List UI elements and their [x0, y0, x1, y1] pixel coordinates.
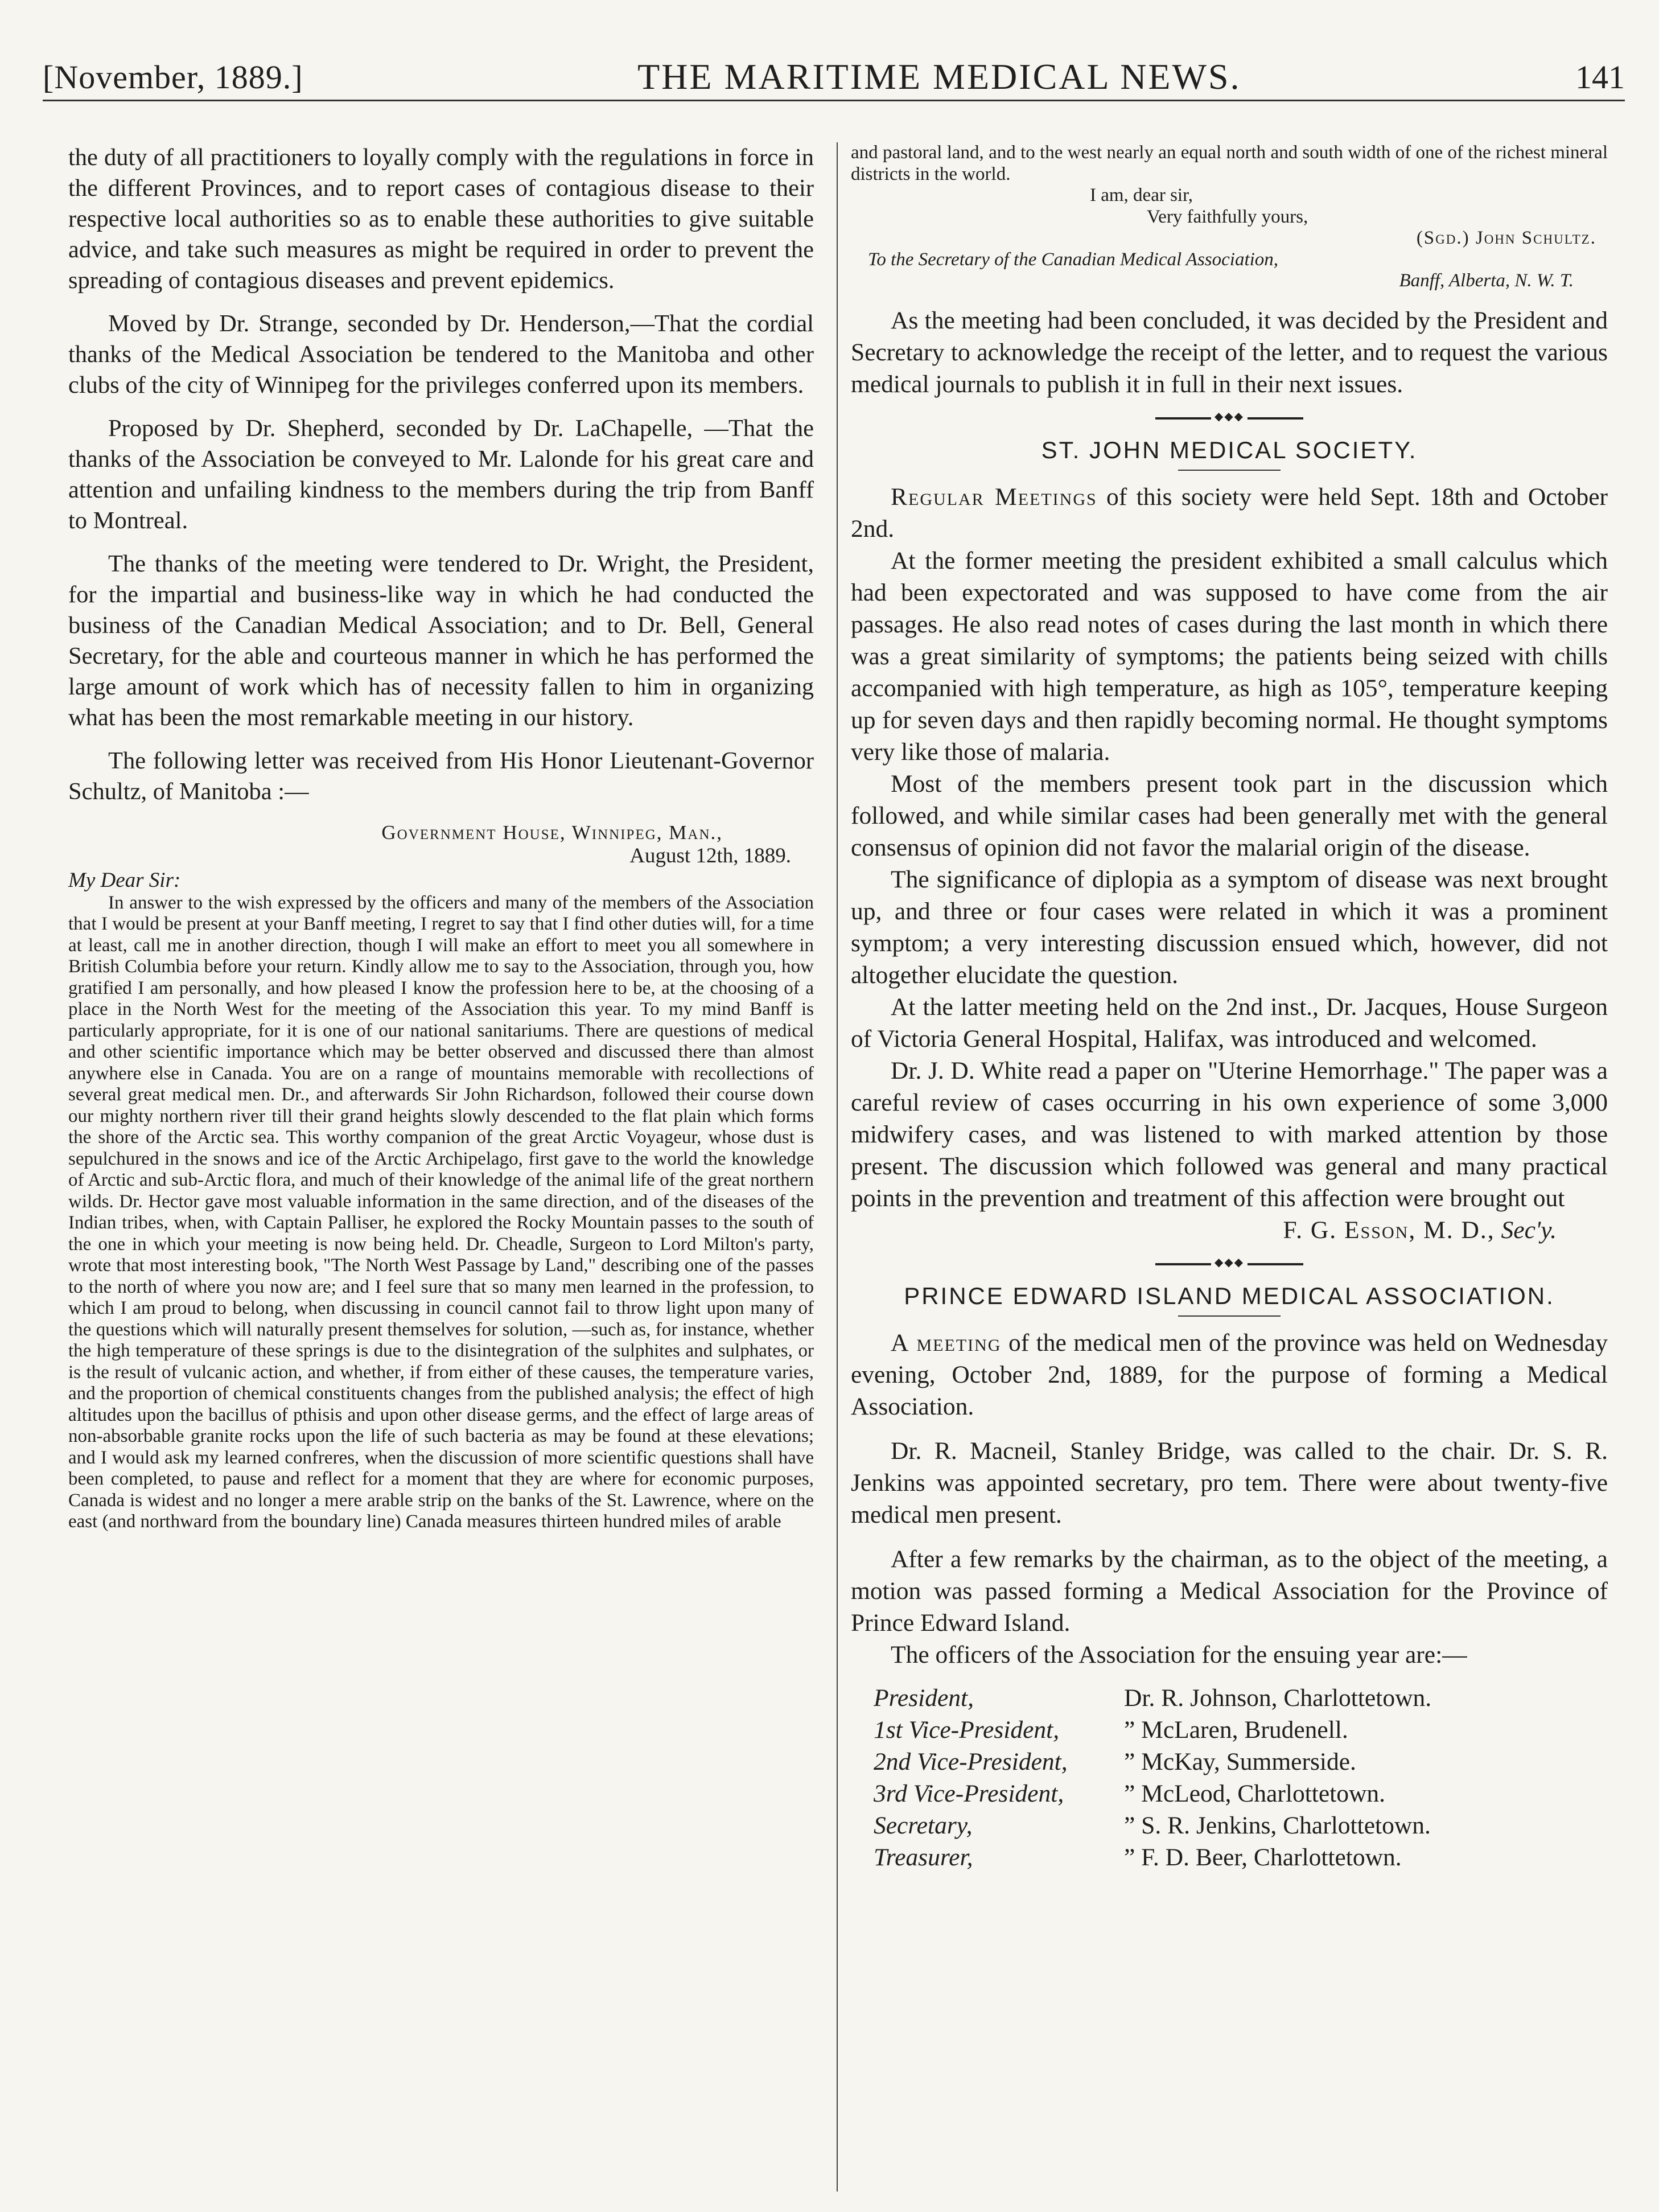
heading-rule: [1178, 470, 1281, 471]
officer-name: ” F. D. Beer, Charlottetown.: [1124, 1843, 1402, 1871]
officer-name: ” McLeod, Charlottetown.: [1124, 1779, 1386, 1807]
letter-body: In answer to the wish expressed by the officers and many of the members of the Association that I would be present at your Banff meeting, I regret to say that I find other duties will, for a time at least, call me in another direction, though I will make an effort to meet you all somewhere in British Columbia before your return. Kindly allow me to say to the Association, through you, how gratified I am personally, and how pleased I know the profession here to be, at the choosing of a place in the North West for the meeting of the Association this year. To my mind Banff is particularly appropriate, for it is one of our national sanitariums. There are questions of medical and other scientific importance which may be better observed and discussed there than almost anywhere else in Canada. You are on a range of mountains memorable with recollections of several great medical men. Dr., and afterwards Sir John Richardson, followed their course down our mighty northern river till their grand heights slowly descended to the flat plain which forms the shore of the Arctic sea. This worthy companion of the great Arctic Voyageur, whose dust is sepulchured in the snows and ice of the Arctic Archipelago, first gave to the world the knowledge of Arctic and sub-Arctic flora, and much of their knowledge of the animal life of the great northern wilds. Dr. Hector gave most valuable information in the same direction, and of the diseases of the Indian tribes, when, with Captain Palliser, he explored the Rocky Mountain passes to the south of the one in which your meeting is now being held. Dr. Cheadle, Surgeon to Lord Milton's party, wrote that most interesting book, "The North West Passage by Land," describing one of the passes to the north of where you now are; and I feel sure that so many men learned in the profession, to which I am proud to belong, when discussing in council cannot fail to throw light upon many of the questions which will naturally present themselves for solution, —such as, for instance, whether the high temperature of these springs is due to the disintegration of the sulphites and sulphates, or is the result of vulcanic action, and whether, if from either of these causes, the temperature varies, and the proportion of chemical constituents changes from the published analysis; the effect of high altitudes upon the bacillus of pthisis and upon other disease germs, and the effect of large areas of non-absorbable granite rocks upon the life of such bacteria as may be found at these elevations; and I would ask my learned confreres, when the discussion of more scientific questions shall have been completed, to pause and reflect for a moment that they are where for economic purposes, Canada is widest and no longer a mere arable strip on the banks of the St. Lawrence, where on the east (and northward from the boundary line) Canada measures thirteen hundred miles of arable: [68, 892, 814, 1532]
officer-name: Dr. R. Johnson, Charlottetown.: [1124, 1684, 1432, 1712]
lead-in: A meeting: [891, 1329, 1002, 1356]
letter-date: August 12th, 1889.: [629, 844, 791, 867]
letter-address: Banff, Alberta, N. W. T.: [1399, 270, 1574, 291]
paragraph: Dr. J. D. White read a paper on "Uterine Hemorrhage." The paper was a careful review of cases occurring in his own experience of some 3,000 midwifery cases, and was listened to with marked attention by those present. The discussion which followed was general and many practical points in the prevention and treatment of this affection were brought out: [851, 1056, 1608, 1212]
paragraph-text: of this society were held Sept. 18th and October 2nd.: [851, 483, 1608, 542]
paragraph: The following letter was received from His Honor Lieutenant-Governor Schultz, of Manitoba :—: [68, 747, 814, 805]
officer-row: [851, 1778, 1608, 1810]
salutation: My Dear Sir:: [68, 868, 181, 892]
paragraph: At the latter meeting held on the 2nd inst., Dr. Jacques, House Surgeon of Victoria General Hospital, Halifax, was introduced and welcomed.: [851, 993, 1608, 1052]
officers-list: [851, 1682, 1608, 1873]
closing-line: I am, dear sir,: [1090, 185, 1193, 205]
paragraph: The significance of diplopia as a symptom of disease was next brought up, and three or four cases were related in which it was a prominent symptom; a very interesting discussion ensued which, however, did not altogether elucidate the question.: [851, 865, 1608, 989]
officer-role: President,: [874, 1684, 974, 1712]
paragraph: As the meeting had been concluded, it was decided by the President and Secretary to acknowledge the receipt of the letter, and to request the various medical journals to publish it in full in their next issues.: [851, 306, 1608, 398]
officer-name: ” McKay, Summerside.: [1124, 1748, 1356, 1775]
signature-name: F. G. Esson, M. D.,: [1283, 1216, 1495, 1244]
running-header: [43, 54, 1625, 101]
column-divider: [837, 142, 838, 2192]
left-column: [68, 142, 814, 1533]
officer-role: Secretary,: [874, 1811, 973, 1839]
paragraph: At the former meeting the president exhibited a small calculus which had been expectorated and was supposed to have come from the air passages. He also read notes of cases during the last month in which there was a great similarity of symptoms; the patients being seized with chills accompanied with high temperature, as high as 105°, temperature keeping up for seven days and then rapidly becoming normal. He thought symptoms very like those of malaria.: [851, 546, 1608, 766]
section-heading: ST. JOHN MEDICAL SOCIETY.: [1041, 436, 1418, 463]
letter-signature: (Sgd.) John Schultz.: [1416, 228, 1596, 248]
lead-in: Regular Meetings: [891, 483, 1097, 511]
section-heading: PRINCE EDWARD ISLAND MEDICAL ASSOCIATION.: [904, 1282, 1555, 1309]
paragraph: After a few remarks by the chairman, as to the object of the meeting, a motion was passed forming a Medical Association for the Province of Prince Edward Island.: [851, 1545, 1608, 1637]
section-ornament: [1155, 417, 1303, 420]
officer-name: ” S. R. Jenkins, Charlottetown.: [1124, 1811, 1431, 1839]
officer-row: [851, 1746, 1608, 1778]
signature-title: Sec'y.: [1501, 1216, 1557, 1244]
paragraph-text: of the medical men of the province was held on Wednesday evening, October 2nd, 1889, for the purpose of forming a Medical Association.: [851, 1329, 1608, 1420]
paragraph: Moved by Dr. Strange, seconded by Dr. Henderson,—That the cordial thanks of the Medical Association be tendered to the Manitoba and other clubs of the city of Winnipeg for the privileges conferred upon its members.: [68, 310, 814, 398]
paragraph: Dr. R. Macneil, Stanley Bridge, was called to the chair. Dr. S. R. Jenkins was appointed secretary, pro tem. There were about twenty-five medical men present.: [851, 1437, 1608, 1528]
officer-row: [851, 1841, 1608, 1873]
closing-line: Very faithfully yours,: [1147, 206, 1308, 227]
paragraph: The thanks of the meeting were tendered to Dr. Wright, the President, for the impartial and business-like way in which he had conducted the business of the Canadian Medical Association; and to Dr. Bell, General Secretary, for the able and courteous manner in which he has performed the large amount of work which has of necessity fallen to him in organizing what has been the most remarkable meeting in our history.: [68, 550, 814, 731]
officer-role: 3rd Vice-President,: [874, 1779, 1064, 1807]
paragraph: Most of the members present took part in the discussion which followed, and while similar cases had been generally met with the general consensus of opinion did not favor the malarial origin of the disease.: [851, 770, 1608, 861]
officer-row: [851, 1682, 1608, 1714]
officer-name: ” McLaren, Brudenell.: [1124, 1716, 1348, 1744]
paragraph: Proposed by Dr. Shepherd, seconded by Dr. LaChapelle, —That the thanks of the Association be conveyed to Mr. Lalonde for his great care and attention and unfailing kindness to the members during the trip from Banff to Montreal.: [68, 415, 814, 534]
paragraph: The officers of the Association for the ensuing year are:—: [891, 1641, 1467, 1668]
journal-title: THE MARITIME MEDICAL NEWS.: [637, 56, 1241, 97]
letter-address: To the Secretary of the Canadian Medical Association,: [868, 249, 1279, 270]
heading-rule: [1178, 1315, 1281, 1317]
paragraph: the duty of all practitioners to loyally comply with the regulations in force in the different Provinces, and to report cases of contagious disease to their respective local authorities so as to enable these authorities to give suitable advice, and take such measures as might be required in order to prevent the spreading of contagious diseases and prevent epidemics.: [68, 144, 814, 294]
officer-row: [851, 1714, 1608, 1746]
society-signature: [851, 1214, 1608, 1246]
officer-row: [851, 1810, 1608, 1841]
section-ornament: [1155, 1263, 1303, 1265]
page-number: 141: [1575, 58, 1625, 96]
officer-role: Treasurer,: [874, 1843, 973, 1871]
officer-role: 1st Vice-President,: [874, 1716, 1060, 1744]
issue-date: [November, 1889.]: [43, 58, 303, 96]
paragraph: [851, 481, 1608, 545]
officer-role: 2nd Vice-President,: [874, 1748, 1068, 1775]
letter-continuation: and pastoral land, and to the west nearly an equal north and south width of one of the richest mineral districts in the world.: [851, 142, 1608, 184]
paragraph: [851, 1327, 1608, 1422]
letter-place: Government House, Winnipeg, Man.,: [381, 821, 723, 844]
right-column: [851, 142, 1608, 1873]
